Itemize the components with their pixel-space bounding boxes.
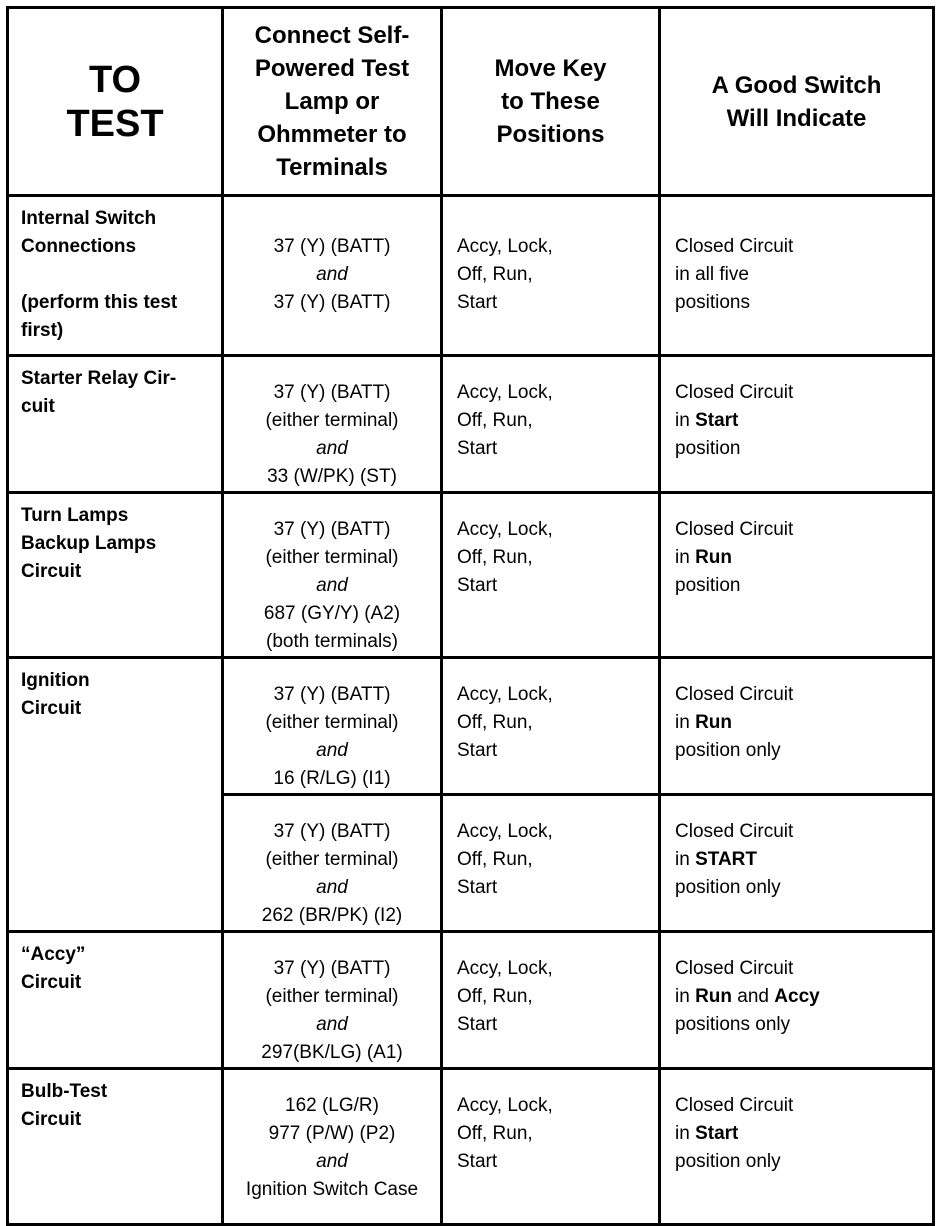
header-row <box>8 8 934 196</box>
terminals-cell: 37 (Y) (BATT) (either terminal) and 687 (GY/Y) (A2) (both terminals) <box>223 493 442 658</box>
key-positions-cell: Accy, Lock, Off, Run, Start <box>442 493 660 658</box>
test-name-cell: Bulb-Test Circuit <box>8 1069 223 1225</box>
indication-cell: Closed Circuit in Run position <box>660 493 934 658</box>
header-move-key: Move Key to These Positions <box>442 8 660 196</box>
key-positions-cell: Accy, Lock, Off, Run, Start <box>442 1069 660 1225</box>
indication-cell: Closed Circuit in Start position <box>660 356 934 493</box>
table-row <box>8 1069 934 1225</box>
key-positions-cell: Accy, Lock, Off, Run, Start <box>442 932 660 1069</box>
key-positions-cell: Accy, Lock, Off, Run, Start <box>442 356 660 493</box>
terminals-cell: 37 (Y) (BATT) (either terminal) and 33 (W/PK) (ST) <box>223 356 442 493</box>
terminals-cell: 37 (Y) (BATT) (either terminal) and 297(BK/LG) (A1) <box>223 932 442 1069</box>
header-connect-terminals: Connect Self- Powered Test Lamp or Ohmmeter to Terminals <box>223 8 442 196</box>
indication-cell: Closed Circuit in START position only <box>660 795 934 932</box>
header-to-test: TO TEST <box>8 8 223 196</box>
terminals-cell: 37 (Y) (BATT) (either terminal) and 262 (BR/PK) (I2) <box>223 795 442 932</box>
table-row <box>8 196 934 356</box>
terminals-cell: 37 (Y) (BATT) (either terminal) and 16 (R/LG) (I1) <box>223 658 442 795</box>
table-row <box>8 658 934 795</box>
indication-cell: Closed Circuit in Run and Accy positions only <box>660 932 934 1069</box>
header-good-switch: A Good Switch Will Indicate <box>660 8 934 196</box>
terminals-cell: 37 (Y) (BATT) and 37 (Y) (BATT) <box>223 196 442 356</box>
test-name-cell: “Accy” Circuit <box>8 932 223 1069</box>
key-positions-cell: Accy, Lock, Off, Run, Start <box>442 658 660 795</box>
key-positions-cell: Accy, Lock, Off, Run, Start <box>442 196 660 356</box>
ignition-switch-test-table <box>6 6 935 1226</box>
table-row <box>8 493 934 658</box>
indication-cell: Closed Circuit in all five positions <box>660 196 934 356</box>
table-row <box>8 356 934 493</box>
indication-cell: Closed Circuit in Run position only <box>660 658 934 795</box>
indication-cell: Closed Circuit in Start position only <box>660 1069 934 1225</box>
test-name-cell: Internal Switch Connections (perform this test first) <box>8 196 223 356</box>
key-positions-cell: Accy, Lock, Off, Run, Start <box>442 795 660 932</box>
table-row <box>8 932 934 1069</box>
test-name-cell: Starter Relay Cir- cuit <box>8 356 223 493</box>
terminals-cell: 162 (LG/R) 977 (P/W) (P2) and Ignition Switch Case <box>223 1069 442 1225</box>
test-name-cell: Turn Lamps Backup Lamps Circuit <box>8 493 223 658</box>
test-name-cell: Ignition Circuit <box>8 658 223 932</box>
